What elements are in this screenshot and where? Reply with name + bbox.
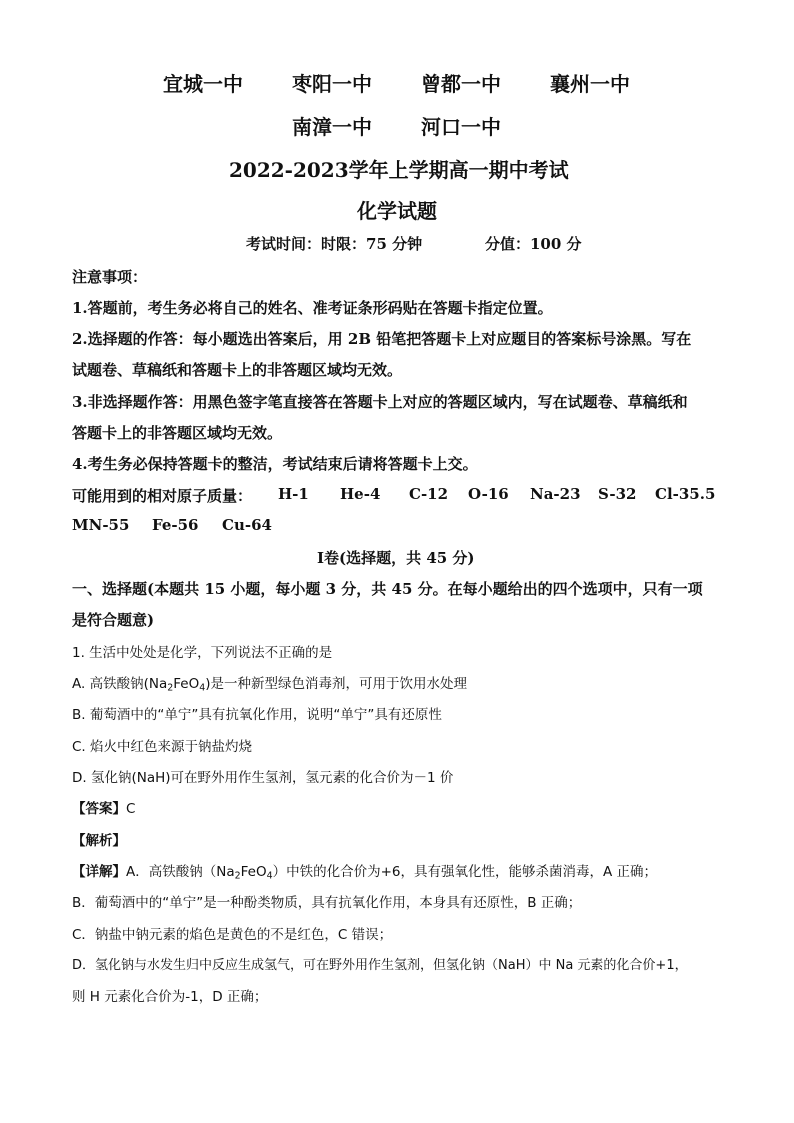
notice-item: 试题卷、草稿纸和答题卡上的非答题区域均无效。	[72, 361, 403, 379]
time-info: 考试时间：时限：75 分钟	[246, 235, 423, 253]
school-name: 枣阳一中	[292, 72, 372, 96]
option-c: C. 焰火中红色来源于钠盐灼烧	[72, 739, 253, 755]
school-name: 襄州一中	[550, 72, 630, 96]
detail-c: C．钠盐中钠元素的焰色是黄色的不是红色，C 错误；	[72, 927, 393, 943]
notice-item: 2.选择题的作答：每小题选出答案后，用 2B 铅笔把答题卡上对应题目的答案标号涂黑。写在	[72, 330, 692, 348]
question-stem: 1. 生活中处处是化学，下列说法不正确的是	[72, 645, 333, 661]
notice-item: 3.非选择题作答：用黑色签字笔直接答在答题卡上对应的答题区域内，写在试题卷、草稿纸和	[72, 393, 688, 411]
atomic-mass-label: 可能用到的相对原子质量：	[72, 487, 253, 505]
atomic-mass-entry: Fe-56	[152, 516, 199, 534]
detail-a: 【详解】A．高铁酸钠$(Na_2FeO_4)$中铁的化合价为+6，具有强氧化性，能够杀菌消毒，A 正确；	[72, 864, 658, 882]
exam-title: 2022-2023学年上学期高一期中考试	[229, 158, 569, 182]
school-name: 南漳一中	[292, 115, 372, 139]
answer-value: C	[126, 801, 136, 817]
school-name: 曾都一中	[421, 72, 501, 96]
atomic-mass-entry: C-12	[409, 485, 449, 503]
atomic-mass-entry: Na-23	[530, 485, 581, 503]
atomic-mass-entry: MN-55	[72, 516, 130, 534]
section-title: Ⅰ卷(选择题，共 45 分)	[317, 549, 475, 567]
option-d: D. 氢化钠(NaH)可在野外用作生氢剂，氢元素的化合价为－1 价	[72, 770, 454, 786]
atomic-mass-entry: H-1	[278, 485, 309, 503]
notice-heading: 注意事项：	[72, 268, 148, 286]
school-name: 宜城一中	[163, 72, 243, 96]
detail-b: B．葡萄酒中的“单宁”是一种酚类物质，具有抗氧化作用，本身具有还原性，B 正确；	[72, 895, 582, 911]
detail-d: D．氢化钠与水发生归中反应生成氢气，可在野外用作生氢剂，但氢化钠（NaH）中 Na 元素的化合价+1，	[72, 958, 688, 973]
atomic-mass-entry: O-16	[468, 485, 509, 503]
atomic-mass-entry: Cu-64	[222, 516, 272, 534]
answer-label: 【答案】	[72, 801, 126, 817]
option-a: A. 高铁酸钠$(Na_2FeO_4)$是一种新型绿色消毒剂，可用于饮用水处理	[72, 676, 467, 694]
school-name: 河口一中	[421, 115, 501, 139]
notice-item: 4.考生务必保持答题卡的整洁，考试结束后请将答题卡上交。	[72, 455, 478, 473]
detail-d: 则 H 元素化合价为-1，D 正确；	[72, 989, 268, 1005]
section-instruction: 一、选择题(本题共 15 小题，每小题 3 分，共 45 分。在每小题给出的四个选项中，只有一项	[72, 580, 703, 598]
analysis-label: 【解析】	[72, 833, 126, 849]
notice-item: 1.答题前，考生务必将自己的姓名、准考证条形码贴在答题卡指定位置。	[72, 299, 553, 317]
atomic-mass-entry: S-32	[598, 485, 637, 503]
atomic-mass-entry: He-4	[340, 485, 381, 503]
subject-title: 化学试题	[357, 199, 437, 223]
option-b: B. 葡萄酒中的“单宁”具有抗氧化作用，说明“单宁”具有还原性	[72, 707, 442, 723]
section-instruction: 是符合题意)	[72, 611, 155, 629]
score-info: 分值：100 分	[485, 235, 582, 253]
notice-item: 答题卡上的非答题区域均无效。	[72, 424, 283, 442]
atomic-mass-entry: Cl-35.5	[655, 485, 716, 503]
answer	[72, 797, 135, 817]
